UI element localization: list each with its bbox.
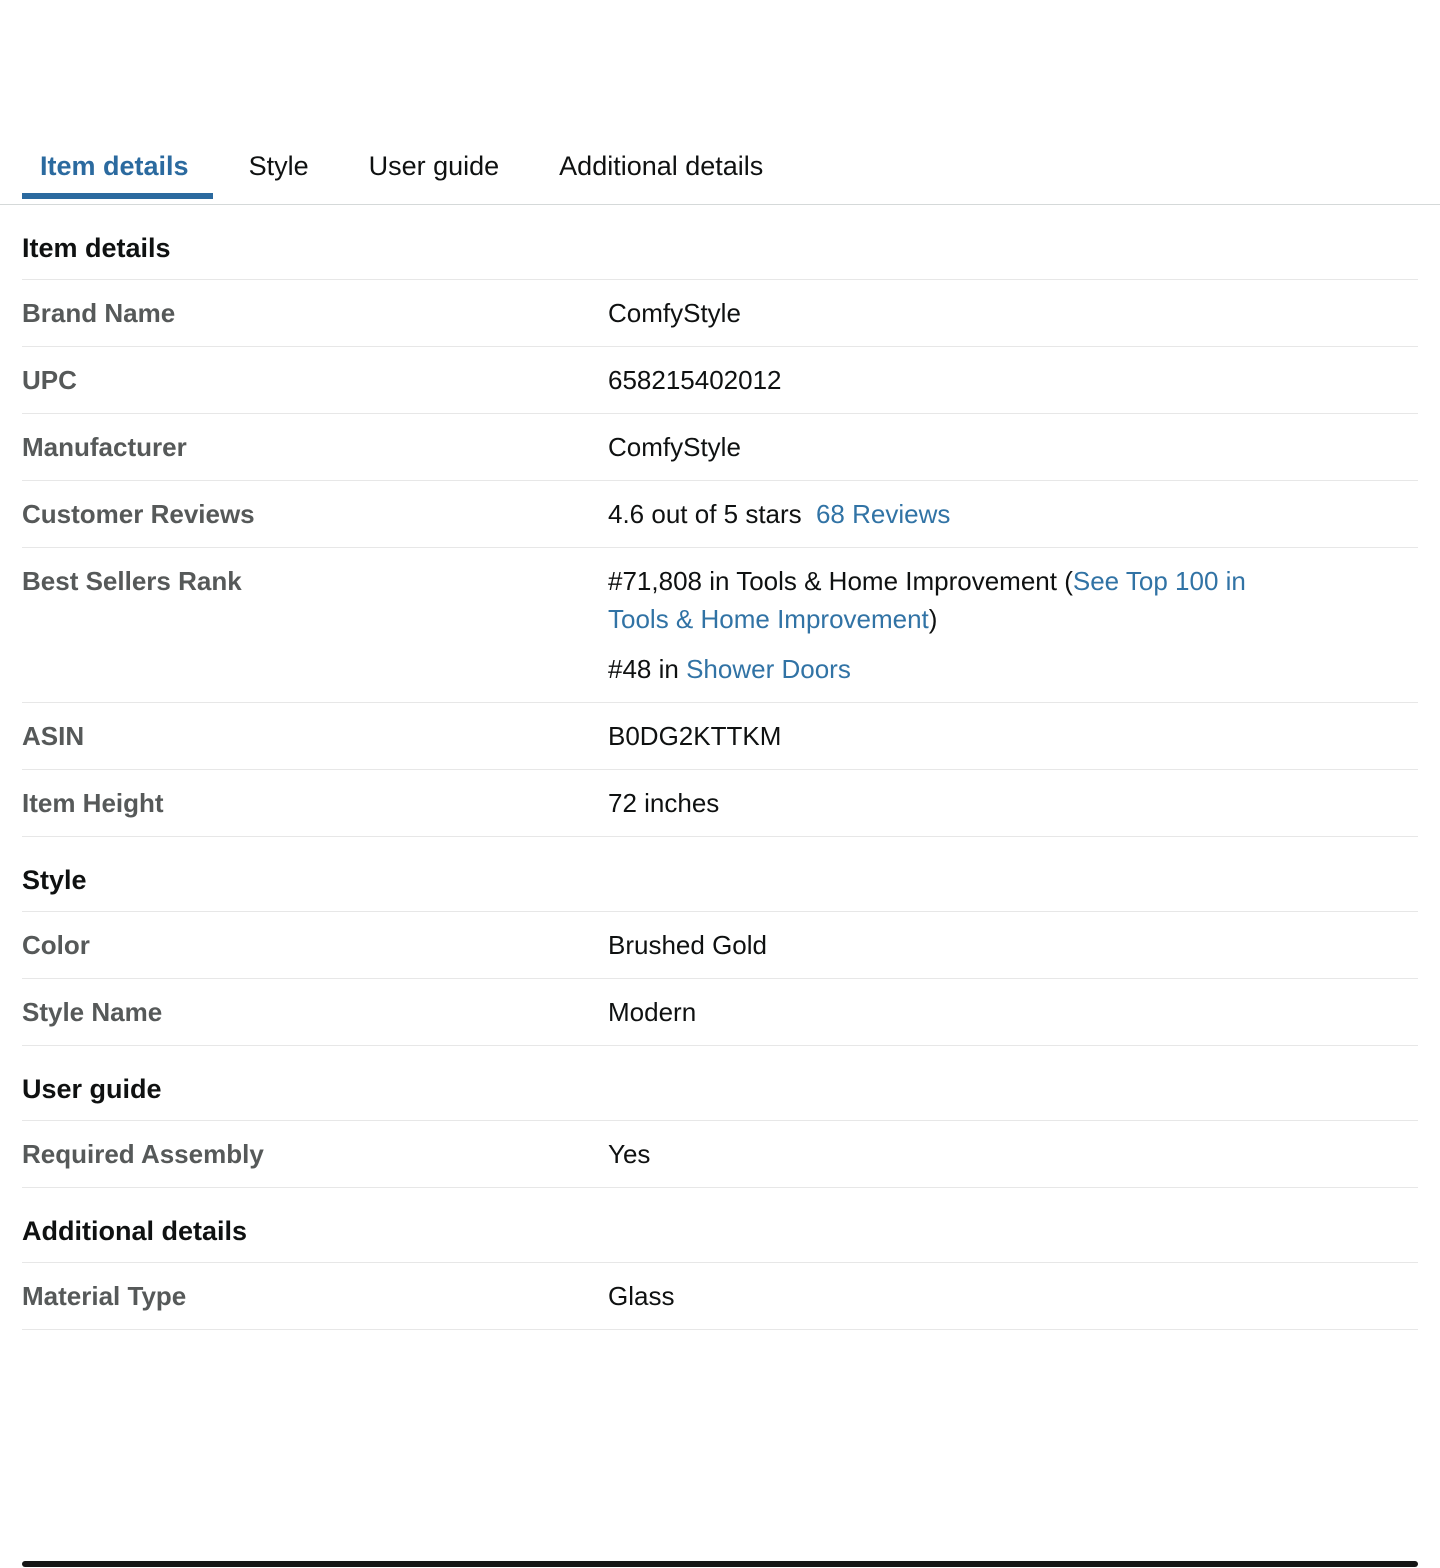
table-row-asin xyxy=(22,703,1418,770)
row-label: Color xyxy=(22,930,90,960)
horizontal-scrollbar-thumb[interactable] xyxy=(22,1561,1418,1567)
see-top-100-link[interactable]: Tools & Home Improvement xyxy=(608,604,929,634)
row-value xyxy=(608,294,1408,332)
section-title-additional-details: Additional details xyxy=(22,1188,1418,1263)
value-text: 658215402012 xyxy=(608,365,782,395)
row-value xyxy=(608,495,1408,533)
tab-style[interactable]: Style xyxy=(231,128,333,204)
value-line xyxy=(608,926,1408,964)
row-label: Material Type xyxy=(22,1281,187,1311)
row-value xyxy=(608,784,1408,822)
table-row-material-type xyxy=(22,1263,1418,1330)
see-top-100-link[interactable]: See Top 100 in xyxy=(1072,566,1246,596)
value-text: 4.6 out of 5 stars xyxy=(608,499,802,529)
table-row-manufacturer xyxy=(22,414,1418,481)
value-text: B0DG2KTTKM xyxy=(608,721,782,751)
tab-additional-details[interactable]: Additional details xyxy=(541,128,787,204)
details-table xyxy=(22,205,1418,1330)
reviews-link[interactable]: 68 Reviews xyxy=(815,499,951,529)
value-text: Brushed Gold xyxy=(608,930,767,960)
value-line xyxy=(608,495,1408,533)
value-text: ) xyxy=(928,604,938,634)
value-text: ComfyStyle xyxy=(608,298,741,328)
value-line xyxy=(608,993,1408,1031)
value-text: Glass xyxy=(608,1281,675,1311)
table-row-upc xyxy=(22,347,1418,414)
row-label: UPC xyxy=(22,365,77,395)
value-text: Modern xyxy=(608,997,697,1027)
row-value xyxy=(608,993,1408,1031)
shower-doors-link[interactable]: Shower Doors xyxy=(686,654,851,684)
value-text: Yes xyxy=(608,1139,651,1169)
row-label: Customer Reviews xyxy=(22,499,255,529)
table-row-customer-reviews xyxy=(22,481,1418,548)
table-row-item-height xyxy=(22,770,1418,837)
row-value xyxy=(608,926,1408,964)
value-line xyxy=(608,717,1408,755)
row-label: Brand Name xyxy=(22,298,176,328)
table-row-color xyxy=(22,912,1418,979)
value-line xyxy=(608,784,1408,822)
section-title-style: Style xyxy=(22,837,1418,912)
value-text: 72 inches xyxy=(608,788,720,818)
value-line xyxy=(608,428,1408,466)
row-label: Manufacturer xyxy=(22,432,187,462)
row-value xyxy=(608,1277,1408,1315)
tab-bar xyxy=(0,128,1440,205)
table-row-best-sellers-rank xyxy=(22,548,1418,703)
product-details-page xyxy=(0,128,1440,1330)
section-title-item-details: Item details xyxy=(22,205,1418,280)
row-label: Required Assembly xyxy=(22,1139,264,1169)
value-line xyxy=(608,294,1408,332)
value-text: #71,808 in Tools & Home Improvement ( xyxy=(608,566,1073,596)
table-row-brand-name xyxy=(22,280,1418,347)
row-label: ASIN xyxy=(22,721,85,751)
value-text: #48 in xyxy=(608,654,687,684)
table-row-required-assembly xyxy=(22,1121,1418,1188)
tab-user-guide[interactable]: User guide xyxy=(351,128,524,204)
row-label: Best Sellers Rank xyxy=(22,566,242,596)
row-value xyxy=(608,717,1408,755)
value-text: ComfyStyle xyxy=(608,432,741,462)
value-line xyxy=(608,1135,1408,1173)
row-label: Item Height xyxy=(22,788,164,818)
value-line xyxy=(608,562,1408,638)
row-value xyxy=(608,1135,1408,1173)
section-title-user-guide: User guide xyxy=(22,1046,1418,1121)
row-label: Style Name xyxy=(22,997,163,1027)
row-value xyxy=(608,428,1408,466)
row-value xyxy=(608,562,1408,688)
row-value xyxy=(608,361,1408,399)
value-line xyxy=(608,650,1408,688)
table-row-style-name xyxy=(22,979,1418,1046)
value-line xyxy=(608,361,1408,399)
value-line xyxy=(608,1277,1408,1315)
tab-item-details[interactable]: Item details xyxy=(22,128,213,204)
